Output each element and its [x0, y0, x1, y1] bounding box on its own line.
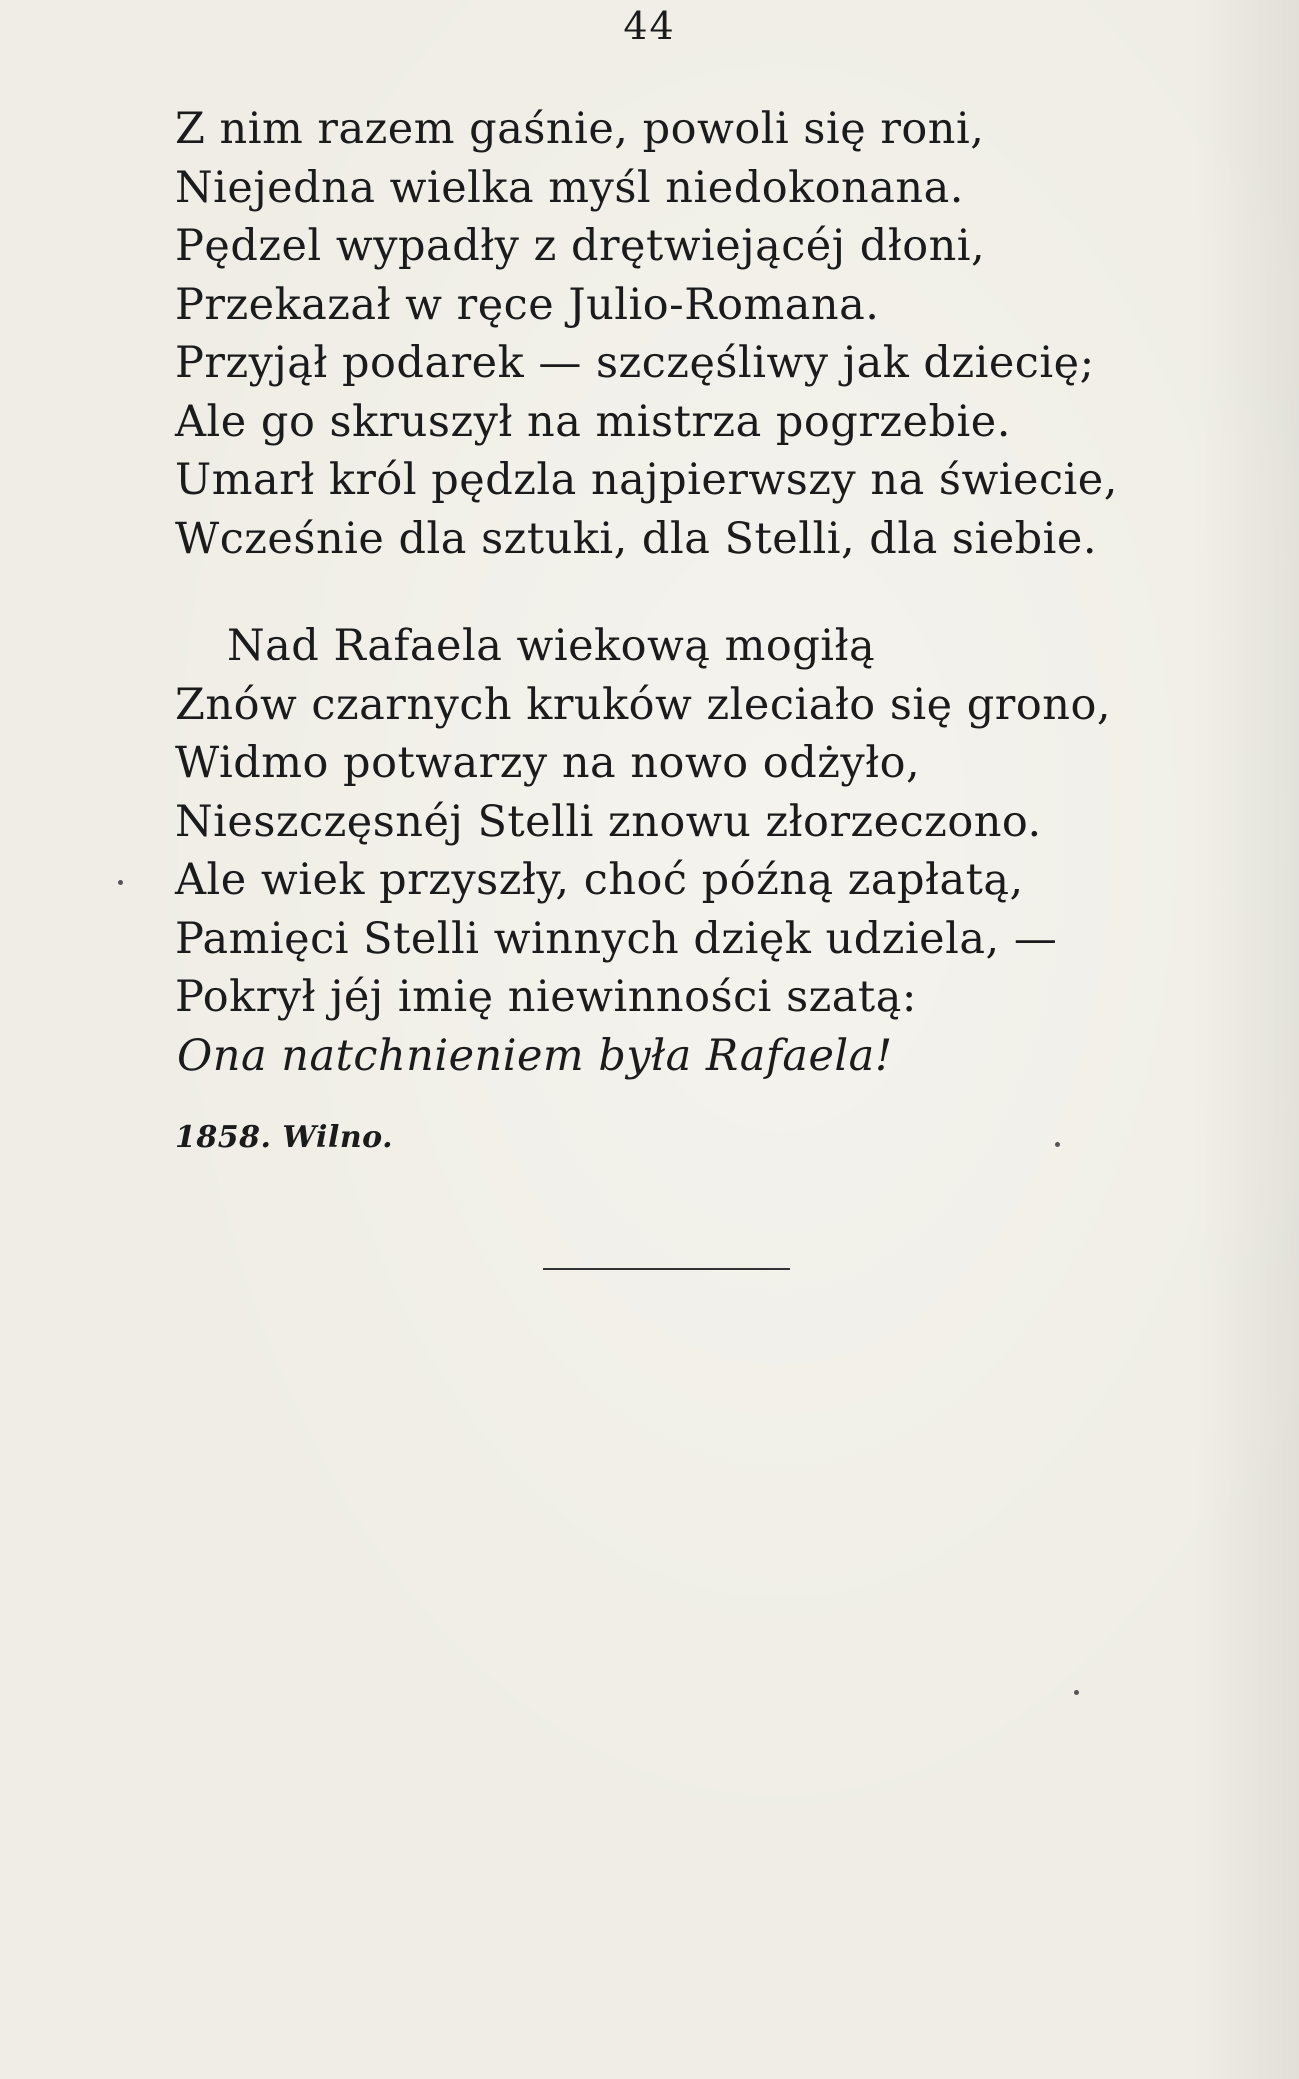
section-divider — [543, 1268, 790, 1270]
verse-line: Nieszczęsnéj Stelli znowu złorzeczono. — [175, 796, 1042, 847]
print-speck — [1055, 1142, 1060, 1147]
page-number: 44 — [623, 4, 676, 48]
stanza-2 — [175, 617, 1195, 1085]
verse-line: Z nim razem gaśnie, powoli się roni, — [175, 104, 985, 154]
verse-line: Przekazał w ręce Julio-Romana. — [175, 279, 880, 330]
stanza-1 — [175, 100, 1195, 568]
verse-line: Widmo potwarzy na nowo odżyło, — [175, 738, 921, 788]
verse-line-italic: Ona natchnieniem była Rafaela! — [177, 1030, 893, 1081]
verse-line: Wcześnie dla sztuki, dla Stelli, dla siebie. — [175, 513, 1098, 564]
print-speck — [118, 880, 123, 885]
verse-line: Niejedna wielka myśl niedokonana. — [175, 162, 964, 213]
verse-line: Znów czarnych kruków zleciało się grono, — [175, 679, 1111, 730]
dateline: 1858. Wilno. — [175, 1120, 394, 1155]
verse-line: Nad Rafaela wiekową mogiłą — [227, 621, 876, 671]
verse-line: Pamięci Stelli winnych dzięk udziela, — — [175, 913, 1058, 964]
verse-line: Przyjął podarek — szczęśliwy jak dziecię; — [175, 338, 1095, 388]
verse-line: Ale go skruszył na mistrza pogrzebie. — [175, 396, 1011, 447]
verse-line: Pokrył jéj imię niewinności szatą: — [175, 972, 917, 1022]
verse-line: Pędzel wypadły z drętwiejącéj dłoni, — [175, 221, 986, 271]
verse-line: Ale wiek przyszły, choć późną zapłatą, — [175, 855, 1024, 905]
print-speck — [1074, 1690, 1079, 1695]
verse-line: Umarł król pędzla najpierwszy na świecie, — [175, 455, 1118, 505]
